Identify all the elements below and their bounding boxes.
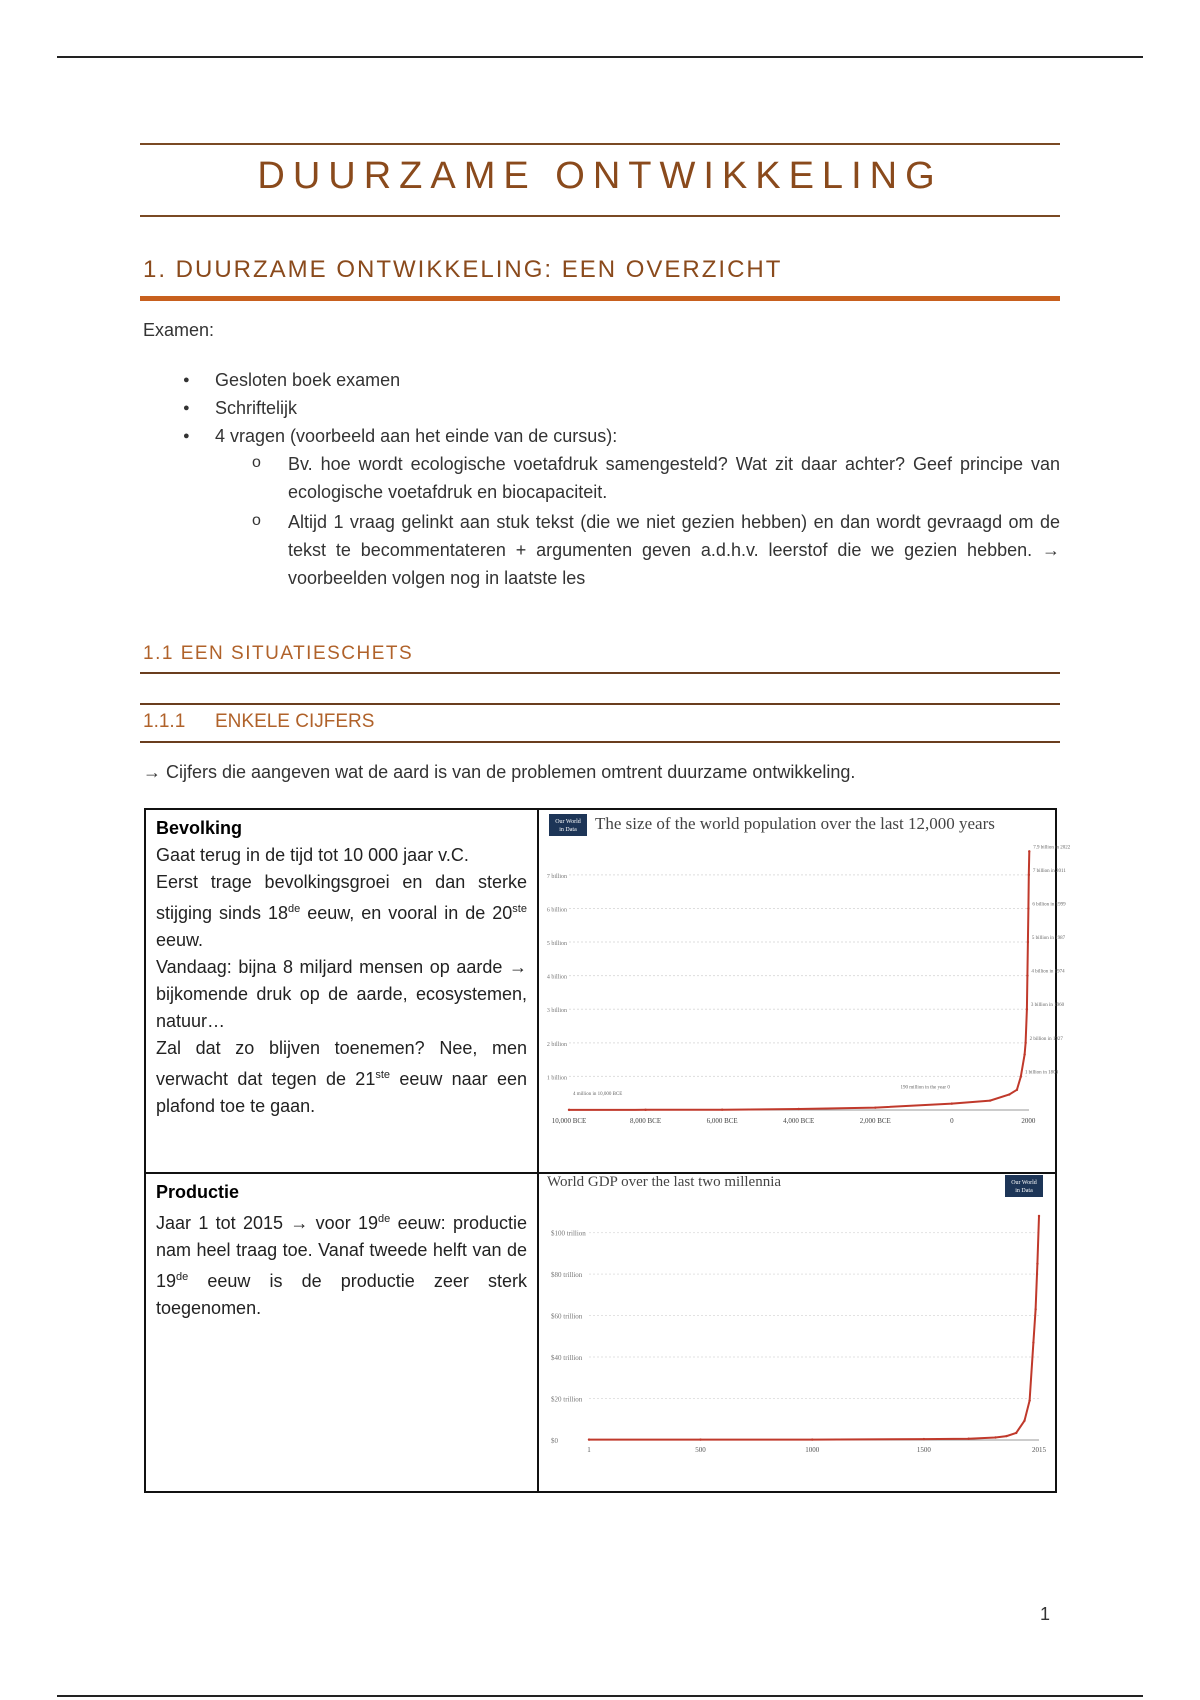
chart-annotation: 1 billion in 1803 (1024, 1070, 1059, 1076)
section-1-1-heading-text: 1.1 EEN SITUATIESCHETS (143, 643, 414, 664)
data-point (644, 1109, 646, 1111)
data-point (989, 1099, 991, 1101)
section-1-1-1-title: ENKELE CIJFERS (215, 711, 375, 732)
y-tick-label: $0 (551, 1437, 558, 1445)
data-point (798, 1108, 800, 1110)
gdp-chart-title: World GDP over the last two millennia (547, 1174, 782, 1190)
chart-annotation: 7.9 billion in 2022 (1033, 845, 1071, 851)
data-point (721, 1108, 723, 1110)
x-tick-label: 500 (695, 1446, 706, 1454)
x-tick-label: 6,000 BCE (706, 1117, 738, 1125)
list-item-text: Schriftelijk (215, 398, 298, 418)
table-row (145, 1173, 1056, 1492)
y-tick-label: 4 billion (546, 974, 567, 981)
chart-annotation: 6 billion in 1999 (1032, 902, 1066, 908)
population-heading: Bevolking (156, 818, 243, 838)
page-top-rule (57, 56, 1143, 58)
x-tick-label: 2015 (1032, 1446, 1046, 1454)
y-tick-label: $20 trillion (551, 1395, 583, 1404)
x-tick-label: 4,000 BCE (783, 1117, 815, 1125)
y-tick-label: $80 trillion (551, 1271, 583, 1280)
exam-label: Examen: (143, 320, 215, 340)
list-item (140, 366, 1060, 394)
sub-list-item: o Bv. hoe wordt ecologische voetafdruk samengesteld? Wat zit daar achter? Geef principe van ecologische voetafdruk en biocapaciteit. (215, 450, 1060, 506)
y-tick-label: $60 trillion (551, 1312, 583, 1321)
data-point (568, 1109, 570, 1111)
exam-bullet-list (140, 366, 1060, 594)
data-point (1027, 907, 1029, 909)
data-point (1008, 1093, 1010, 1095)
gdp-chart-cell (538, 1173, 1056, 1492)
y-tick-label: $40 trillion (551, 1354, 583, 1363)
chart-annotation: 7 billion in 2011 (1032, 868, 1066, 874)
section-1-1-heading (140, 640, 1060, 674)
production-text-cell (145, 1173, 538, 1492)
data-point (1026, 974, 1028, 976)
data-point (874, 1106, 876, 1108)
data-point (1027, 941, 1029, 943)
chart-annotation: 3 billion in 1960 (1030, 1003, 1065, 1009)
production-heading: Productie (156, 1182, 240, 1202)
y-tick-label: 1 billion (546, 1075, 567, 1082)
owid-logo-text-2: in Data (1015, 1188, 1033, 1194)
population-chart-cell (538, 809, 1071, 1173)
sub-list-item: o Altijd 1 vraag gelinkt aan stuk tekst (die we niet gezien hebben) en dan wordt gevraagd om de tekst te becommentateren + argumenten geven a.d.h.v. leerstof die we gezien hebben. → voorbeelden volgen nog in laatste les (215, 508, 1060, 592)
list-item-text: Gesloten boek examen (215, 370, 401, 390)
x-tick-label: 8,000 BCE (630, 1117, 662, 1125)
chart-annotation: 4 million in 10,000 BCE (573, 1091, 623, 1097)
list-item-text: 4 vragen (voorbeeld aan het einde van de cursus): (215, 426, 618, 446)
chart-annotation: 190 million in the year 0 (900, 1085, 950, 1091)
population-p4: Zal dat zo blijven toenemen? Nee, men verwacht dat tegen de 21ste eeuw naar een plafond toe te gaan. (156, 1038, 527, 1116)
y-tick-label: 3 billion (546, 1008, 567, 1015)
population-text-cell (145, 809, 538, 1173)
y-tick-label: 6 billion (546, 907, 567, 914)
x-tick-label: 0 (950, 1117, 954, 1125)
owid-logo-text-1: Our World (555, 819, 581, 825)
owid-logo-text-2: in Data (559, 827, 577, 833)
y-tick-label: 2 billion (546, 1041, 567, 1048)
intro-text: → Cijfers die aangeven wat de aard is van de problemen omtrent duurzame ontwikkeling. (143, 762, 856, 782)
data-point (1028, 874, 1030, 876)
list-item (140, 422, 1060, 592)
x-tick-label: 1 (587, 1446, 591, 1454)
section-1-1-1-heading (140, 703, 1060, 743)
x-tick-label: 2000 (1021, 1117, 1036, 1125)
data-point (951, 1102, 953, 1104)
production-p1: Jaar 1 tot 2015 → voor 19de eeuw: productie nam heel traag toe. Vanaf tweede helft van de 19de eeuw is de productie zeer sterk toegenomen. (156, 1213, 527, 1318)
section-1-heading (140, 256, 1060, 301)
y-tick-label: 7 billion (546, 873, 567, 880)
section-1-heading-text: 1. DUURZAME ONTWIKKELING: EEN OVERZICHT (143, 256, 783, 283)
population-p3: Vandaag: bijna 8 miljard mensen op aarde → bijkomende druk op de aarde, ecosystemen, natuur… (156, 957, 527, 1031)
y-tick-label: 5 billion (546, 941, 567, 948)
y-tick-label: $100 trillion (551, 1229, 586, 1238)
data-point (1020, 1076, 1022, 1078)
document-title: DUURZAME ONTWIKKELING (257, 155, 943, 197)
data-point (1028, 850, 1030, 852)
chart-annotation: 5 billion in 1987 (1031, 936, 1066, 942)
owid-logo-text-1: Our World (1011, 1180, 1037, 1186)
chart-annotation: 2 billion in 1927 (1029, 1036, 1063, 1042)
population-p1: Gaat terug in de tijd tot 10 000 jaar v.C. (156, 845, 469, 865)
gdp-chart (539, 1174, 1055, 1486)
x-tick-label: 1500 (916, 1446, 931, 1454)
data-point (1023, 1053, 1025, 1055)
population-chart (539, 810, 1071, 1167)
population-chart-title: The size of the world population over the last 12,000 years (595, 814, 995, 833)
x-tick-label: 10,000 BCE (551, 1117, 587, 1125)
population-p2: Eerst trage bevolkingsgroei en dan sterke stijging sinds 18de eeuw, en vooral in de 20ste eeuw. (156, 872, 527, 950)
list-item (140, 394, 1060, 422)
x-tick-label: 2,000 BCE (859, 1117, 891, 1125)
section-1-1-1-number: 1.1.1 (143, 711, 186, 732)
x-tick-label: 1000 (805, 1446, 820, 1454)
table-row (145, 809, 1056, 1173)
title-box (140, 143, 1060, 217)
page-bottom-rule (57, 1695, 1143, 1697)
figures-table (144, 808, 1071, 1493)
data-point (1026, 1008, 1028, 1010)
data-point (1016, 1089, 1018, 1091)
data-point (1024, 1042, 1026, 1044)
exam-sub-list (215, 450, 1060, 592)
page-number: 1 (1040, 1604, 1051, 1624)
chart-annotation: 4 billion in 1974 (1031, 969, 1065, 975)
